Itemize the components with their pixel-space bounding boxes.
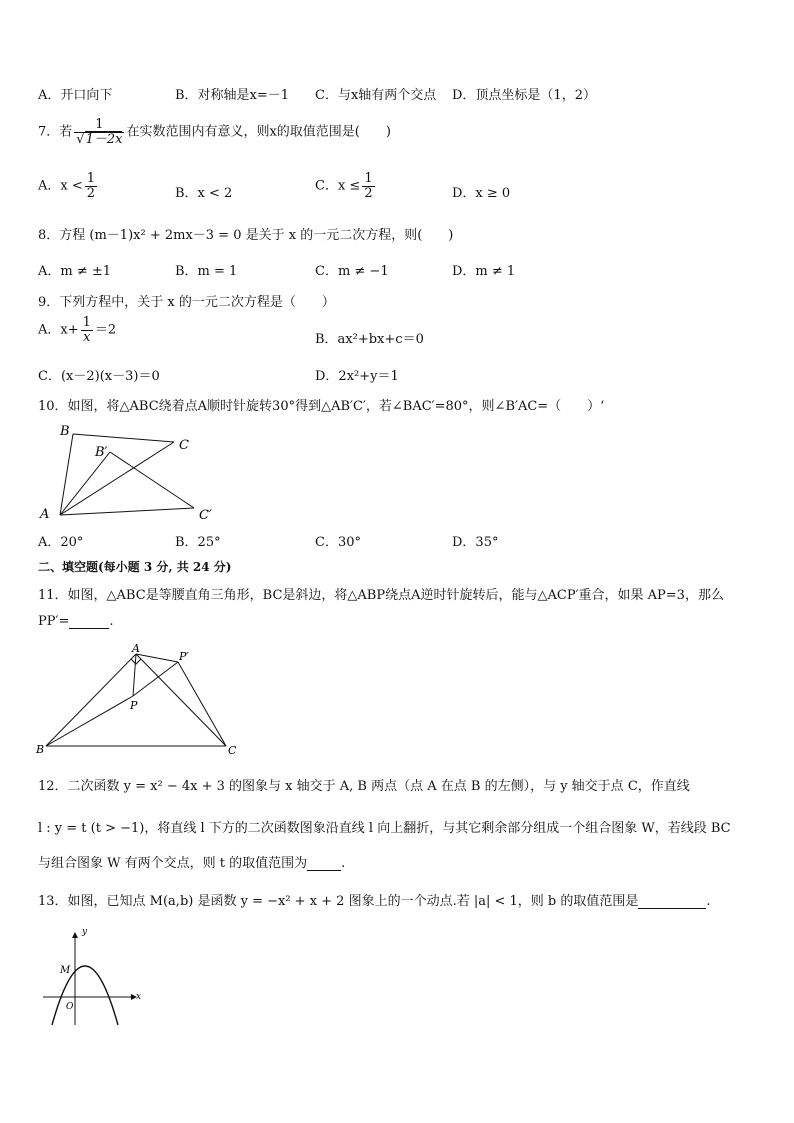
- q11-label-c: C: [228, 744, 237, 757]
- q11-label-a: A: [132, 642, 140, 655]
- q10-option-c: C．30°: [315, 535, 361, 550]
- question-8: 8．方程 (m－1)x² + 2mx－3 = 0 是关于 x 的一元二次方程，则( ): [38, 228, 454, 243]
- q6-option-b: B．对称轴是x=－1: [175, 88, 290, 103]
- q13-label-m: M: [60, 965, 71, 976]
- q11-label-p: P: [130, 699, 138, 712]
- question-9: 9．下列方程中，关于 x 的一元二次方程是（ ）: [38, 295, 335, 310]
- q8-option-d: D．m ≠ 1: [452, 264, 516, 279]
- q11-segment-ap: [133, 654, 136, 696]
- q12-line-2: l : y = t (t > −1)，将直线 l 下方的二次函数图象沿直线 l 向上翻折，与其它剩余部分组成一个组合图象 W，若线段 BC: [38, 821, 731, 836]
- q9-option-b: B．ax²+bx+c＝0: [315, 332, 424, 347]
- q9-option-d: D．2x²+y＝1: [315, 369, 399, 384]
- question-11: 11．如图，△ABC是等腰直角三角形，BC是斜边，将△ABP绕点A逆时针旋转后，能与△ACP′重合，如果 AP=3，那么: [38, 588, 724, 603]
- q8-option-b: B．m = 1: [175, 264, 238, 279]
- q10-label-b-prime: B′: [95, 445, 108, 460]
- q11-label-p-prime: P′: [179, 650, 189, 663]
- q11-segment-ba: [46, 654, 136, 746]
- q6-option-c: C．与x轴有两个交点: [315, 88, 437, 103]
- q9-option-c: C．(x－2)(x－3)＝0: [38, 369, 160, 384]
- q12-answer-blank: [307, 855, 341, 871]
- q10-segment-ac1: [60, 508, 194, 515]
- q7-option-d: D．x ≥ 0: [452, 186, 511, 201]
- q12-line-3: 与组合图象 W 有两个交点，则 t 的取值范围为 .: [38, 856, 346, 871]
- q10-segment-bc: [73, 434, 174, 442]
- q10-option-b: B．25°: [175, 535, 221, 550]
- question-7: [38, 118, 391, 146]
- q7-prefix: 7．若: [38, 124, 73, 140]
- q10-segment-ab: [60, 434, 73, 515]
- q11-segment-pp1: [133, 662, 178, 696]
- q6-option-a: A．开口向下: [38, 88, 113, 103]
- q7-fraction: $\frac{1}{√1-2x}$: [76, 117, 123, 147]
- q7-option-b: B．x < 2: [175, 186, 233, 201]
- q9-option-a: A．x+ $\frac{1}{x}$ ＝2: [38, 315, 117, 345]
- question-10: 10．如图，将△ABC绕着点A顺时针旋转30°得到△AB′C′，若∠BAC′=80°，则∠B′AC=（ ）‘: [38, 399, 605, 414]
- q7-stem: 在实数范围内有意义，则x的取值范围是( ): [126, 124, 391, 140]
- q10-label-c-prime: C′: [199, 508, 212, 523]
- q10-label-b: B: [60, 424, 70, 439]
- question-13: 13．如图，已知点 M(a,b) 是函数 y = −x² + x + 2 图象上的一个动点.若 |a| < 1，则 b 的取值范围是 .: [38, 894, 711, 909]
- q13-label-y: y: [82, 927, 88, 937]
- sqrt-icon: √: [76, 131, 85, 147]
- q10-label-c: C: [179, 438, 189, 453]
- q8-option-c: C．m ≠ −1: [315, 264, 389, 279]
- q11-label-b: B: [36, 743, 45, 756]
- q10-segment-ac: [60, 442, 174, 515]
- q8-option-a: A．m ≠ ±1: [38, 264, 112, 279]
- q7-option-a: A．x < $\frac{1}{2}$: [38, 171, 96, 201]
- q10-rotation-figure: [36, 420, 226, 525]
- q7-option-c: C．x ≤ $\frac{1}{2}$: [315, 171, 373, 201]
- q13-answer-blank: [638, 893, 706, 909]
- q10-segment-b1c1: [110, 452, 194, 508]
- q11-answer-blank: [69, 613, 109, 629]
- q10-option-a: A．20°: [38, 535, 84, 550]
- question-12: 12．二次函数 y = x² − 4x + 3 的图象与 x 轴交于 A, B 两点（点 A 在点 B 的左侧），与 y 轴交于点 C，作直线: [38, 779, 690, 794]
- q13-label-x: x: [136, 992, 142, 1002]
- q6-option-d: D．顶点坐标是（1，2）: [452, 88, 596, 103]
- q10-segment-ab1: [60, 452, 110, 515]
- q13-label-o: O: [66, 1002, 74, 1012]
- q11-answer-line: PP′= .: [38, 614, 114, 629]
- q13-parabola-figure: [38, 925, 148, 1030]
- section-title: 二、填空题(每小题 3 分, 共 24 分): [38, 560, 232, 574]
- q11-segment-bp: [46, 696, 133, 746]
- q10-label-a: A: [40, 507, 50, 522]
- q10-option-d: D．35°: [452, 535, 499, 550]
- q11-triangle-figure: [32, 640, 244, 758]
